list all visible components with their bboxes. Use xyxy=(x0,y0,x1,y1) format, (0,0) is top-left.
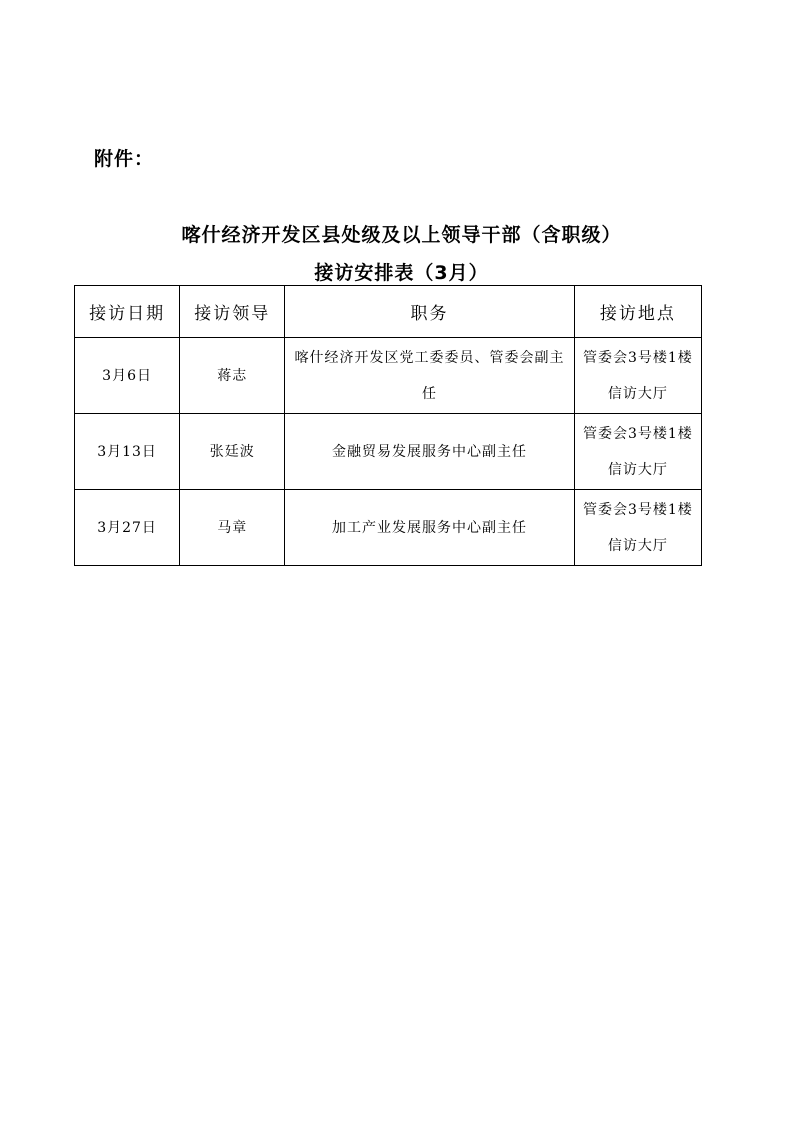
header-position: 职务 xyxy=(285,286,574,338)
header-leader: 接访领导 xyxy=(180,286,285,338)
cell-location xyxy=(574,414,701,490)
position-text: 金融贸易发展服务中心副主任 xyxy=(332,443,528,460)
table-row xyxy=(75,414,702,490)
cell-location xyxy=(574,338,701,414)
attachment-label: 附件： xyxy=(94,148,155,170)
cell-date: 3月27日 xyxy=(75,490,180,566)
header-location: 接访地点 xyxy=(574,286,701,338)
document-subtitle: 接访安排表（3月） xyxy=(314,262,489,284)
cell-position xyxy=(285,490,574,566)
cell-leader: 张廷波 xyxy=(180,414,285,490)
cell-location xyxy=(574,490,701,566)
header-date: 接访日期 xyxy=(75,286,180,338)
reception-schedule-table xyxy=(74,285,702,566)
table-header-row xyxy=(75,286,702,338)
location-text: 管委会3号楼1楼信访大厅 xyxy=(582,425,693,478)
cell-leader: 马章 xyxy=(180,490,285,566)
cell-position xyxy=(285,338,574,414)
document-title: 喀什经济开发区县处级及以上领导干部（含职级） xyxy=(181,224,622,246)
cell-position xyxy=(285,414,574,490)
position-text: 加工产业发展服务中心副主任 xyxy=(332,519,528,536)
cell-date: 3月6日 xyxy=(75,338,180,414)
cell-date: 3月13日 xyxy=(75,414,180,490)
location-text: 管委会3号楼1楼信访大厅 xyxy=(582,501,693,554)
cell-leader: 蒋志 xyxy=(180,338,285,414)
location-text: 管委会3号楼1楼信访大厅 xyxy=(582,349,693,402)
table-row xyxy=(75,490,702,566)
table-row xyxy=(75,338,702,414)
position-text: 喀什经济开发区党工委委员、管委会副主任 xyxy=(294,349,565,402)
